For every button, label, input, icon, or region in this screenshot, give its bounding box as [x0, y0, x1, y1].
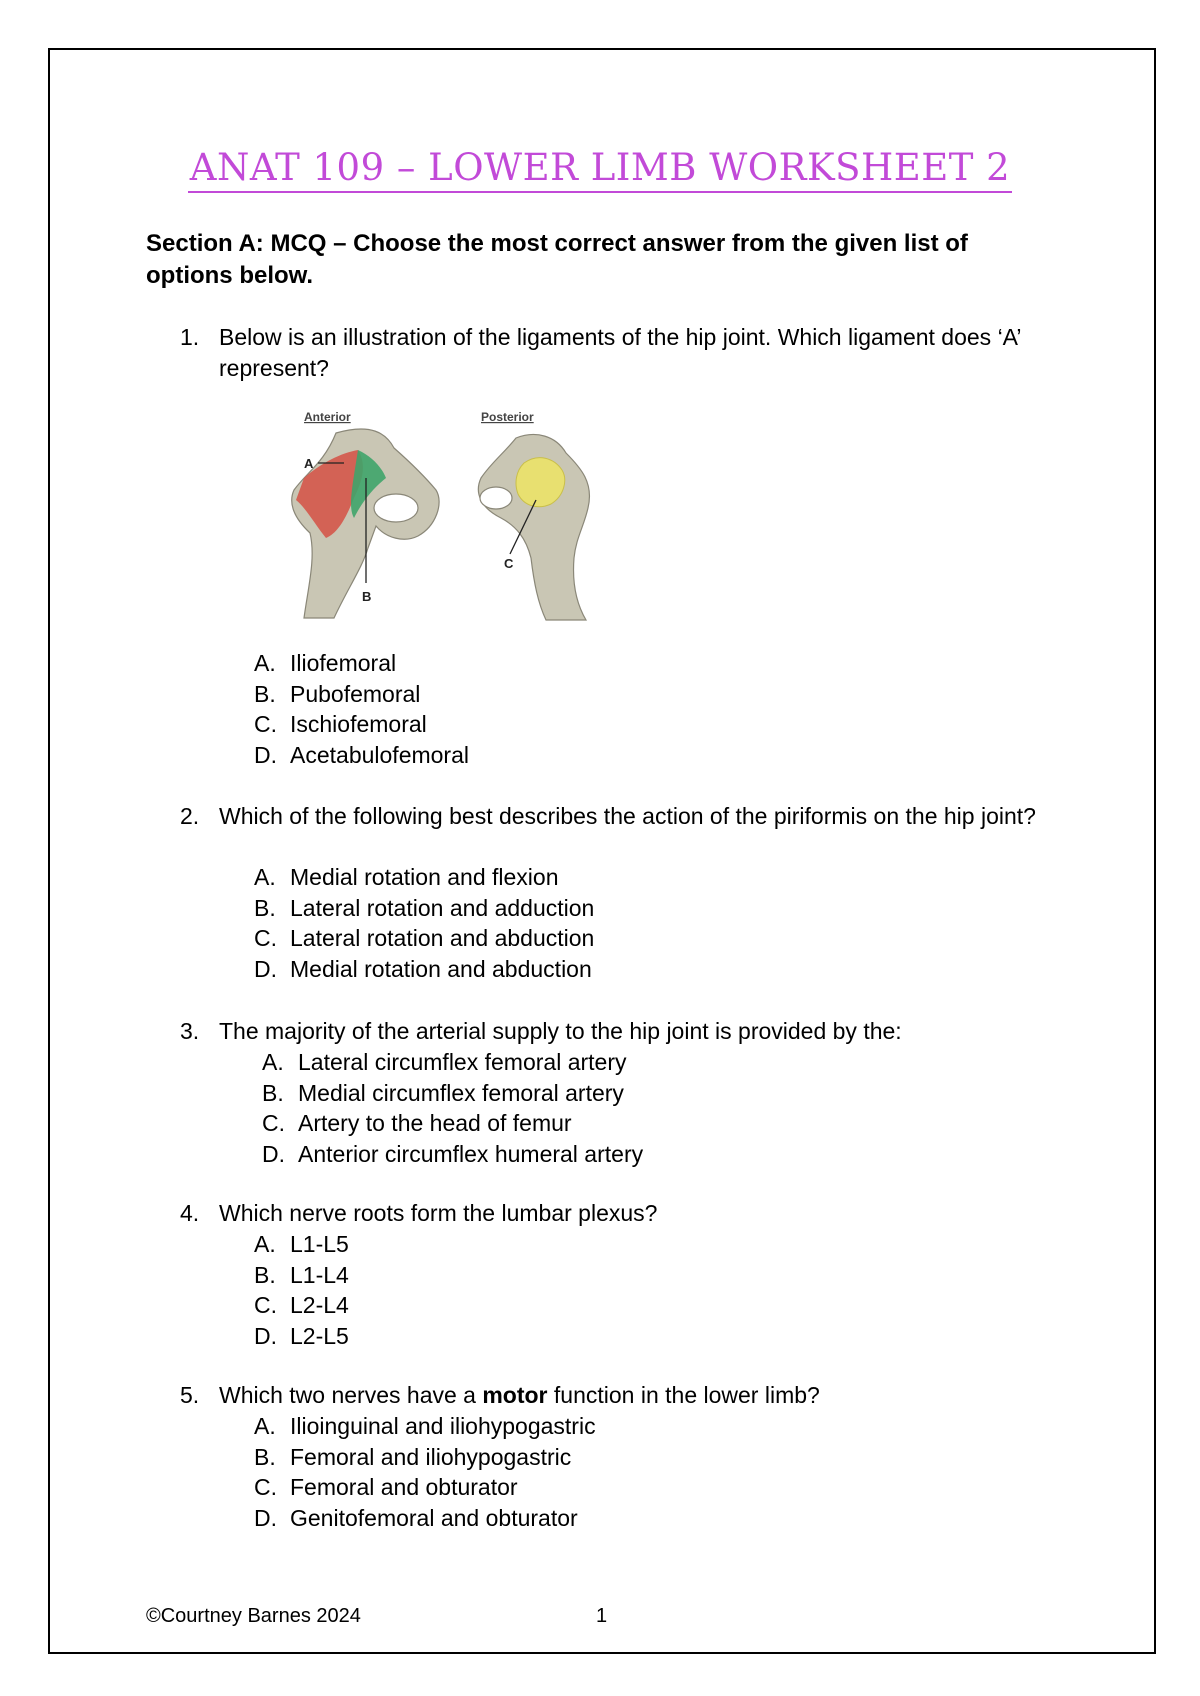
option-letter: D.	[262, 1140, 285, 1167]
option-letter: B.	[254, 1443, 276, 1470]
question-1	[180, 322, 1060, 384]
option-text: Iliofemoral	[290, 650, 397, 676]
option[interactable]	[254, 709, 469, 740]
section-heading: Section A: MCQ – Choose the most correct answer from the given list of options below.	[146, 230, 968, 289]
option-text: Artery to the head of femur	[298, 1110, 572, 1136]
option-text: Medial rotation and abduction	[290, 955, 592, 982]
option[interactable]	[262, 1047, 643, 1078]
option-letter: C.	[262, 1110, 285, 1136]
question-4-options	[254, 1229, 349, 1351]
option[interactable]	[254, 1442, 596, 1473]
option[interactable]	[254, 1411, 596, 1442]
anterior-label: Anterior	[304, 410, 351, 424]
option-letter: B.	[262, 1079, 284, 1106]
ligament-c-shape	[516, 458, 565, 507]
option[interactable]	[262, 1078, 643, 1109]
option[interactable]	[254, 679, 469, 710]
posterior-hip-illustration	[478, 434, 589, 620]
question-2-options	[254, 862, 594, 984]
ligament-c-label: C	[504, 556, 514, 571]
option[interactable]	[254, 923, 594, 954]
option-text: Acetabulofemoral	[290, 741, 469, 768]
option-letter: A.	[254, 1231, 276, 1257]
option[interactable]	[254, 1321, 349, 1352]
question-number: 1.	[180, 324, 200, 350]
option[interactable]	[254, 862, 594, 893]
option-text: Medial circumflex femoral artery	[298, 1079, 624, 1106]
option[interactable]	[254, 1260, 349, 1291]
option-text: Femoral and iliohypogastric	[290, 1443, 572, 1470]
option-text: Ischiofemoral	[290, 711, 427, 737]
question-number: 5.	[180, 1382, 200, 1408]
question-stem: The majority of the arterial supply to the hip joint is provided by the:	[219, 1018, 902, 1044]
option-text: Femoral and obturator	[290, 1474, 518, 1500]
question-stem: Which nerve roots form the lumbar plexus?	[219, 1200, 658, 1226]
question-stem	[219, 1380, 1060, 1411]
option-text: L2-L5	[290, 1322, 349, 1349]
option-letter: B.	[254, 680, 276, 707]
ligament-a-label: A	[304, 456, 314, 471]
option-letter: C.	[254, 1292, 277, 1318]
ligament-b-label: B	[362, 589, 372, 604]
copyright-footer: ©Courtney Barnes 2024	[146, 1605, 361, 1627]
option-text: Ilioinguinal and iliohypogastric	[290, 1413, 596, 1439]
option-text: L2-L4	[290, 1292, 349, 1318]
option[interactable]	[254, 1229, 349, 1260]
option-letter: C.	[254, 925, 277, 951]
option-letter: A.	[262, 1049, 284, 1075]
option-text: Anterior circumflex humeral artery	[298, 1140, 644, 1167]
option[interactable]	[262, 1139, 643, 1170]
question-number: 2.	[180, 803, 200, 829]
posterior-foramen	[480, 487, 512, 509]
option-letter: D.	[254, 955, 277, 982]
option-letter: B.	[254, 1261, 276, 1288]
page-number: 1	[596, 1605, 608, 1627]
question-5-options	[254, 1411, 596, 1533]
option-text: Medial rotation and flexion	[290, 864, 559, 890]
option-text: Lateral rotation and adduction	[290, 894, 595, 921]
worksheet-title-text: ANAT 109 – LOWER LIMB WORKSHEET 2	[188, 146, 1012, 193]
option-letter: A.	[254, 650, 276, 676]
obturator-foramen	[374, 494, 418, 522]
option-text: Lateral rotation and abduction	[290, 925, 595, 951]
option[interactable]	[254, 648, 469, 679]
option-text: Pubofemoral	[290, 680, 421, 707]
question-stem: Below is an illustration of the ligaments of the hip joint. Which ligament does ‘A’ represent?	[219, 324, 1021, 381]
option[interactable]	[254, 1503, 596, 1534]
stem-text: Which two nerves have a	[219, 1382, 483, 1408]
question-stem: Which of the following best describes the action of the piriformis on the hip joint?	[219, 803, 1036, 829]
question-1-options	[254, 648, 469, 770]
question-3-options	[262, 1047, 643, 1169]
option[interactable]	[254, 954, 594, 985]
option[interactable]	[254, 893, 594, 924]
option-letter: D.	[254, 1504, 277, 1531]
question-3	[180, 1016, 1060, 1047]
stem-text: function in the lower limb?	[547, 1382, 820, 1408]
option-letter: A.	[254, 1413, 276, 1439]
option[interactable]	[254, 1290, 349, 1321]
option[interactable]	[254, 1472, 596, 1503]
stem-emphasis: motor	[482, 1382, 548, 1408]
option-letter: C.	[254, 711, 277, 737]
option-text: L1-L5	[290, 1231, 349, 1257]
anterior-hip-illustration	[292, 429, 439, 618]
option[interactable]	[262, 1108, 643, 1139]
question-number: 4.	[180, 1200, 200, 1226]
option-text: L1-L4	[290, 1261, 349, 1288]
option-text: Genitofemoral and obturator	[290, 1504, 578, 1531]
option-letter: B.	[254, 894, 276, 921]
option-letter: C.	[254, 1474, 277, 1500]
question-number: 3.	[180, 1018, 200, 1044]
posterior-label: Posterior	[481, 410, 534, 424]
option-letter: D.	[254, 1322, 277, 1349]
hip-ligaments-figure	[276, 408, 656, 628]
option-text: Lateral circumflex femoral artery	[298, 1049, 627, 1075]
question-2	[180, 801, 1060, 832]
option-letter: A.	[254, 864, 276, 890]
question-5	[180, 1380, 1060, 1411]
worksheet-title	[0, 146, 1200, 189]
question-4	[180, 1198, 1060, 1229]
option[interactable]	[254, 740, 469, 771]
option-letter: D.	[254, 741, 277, 768]
